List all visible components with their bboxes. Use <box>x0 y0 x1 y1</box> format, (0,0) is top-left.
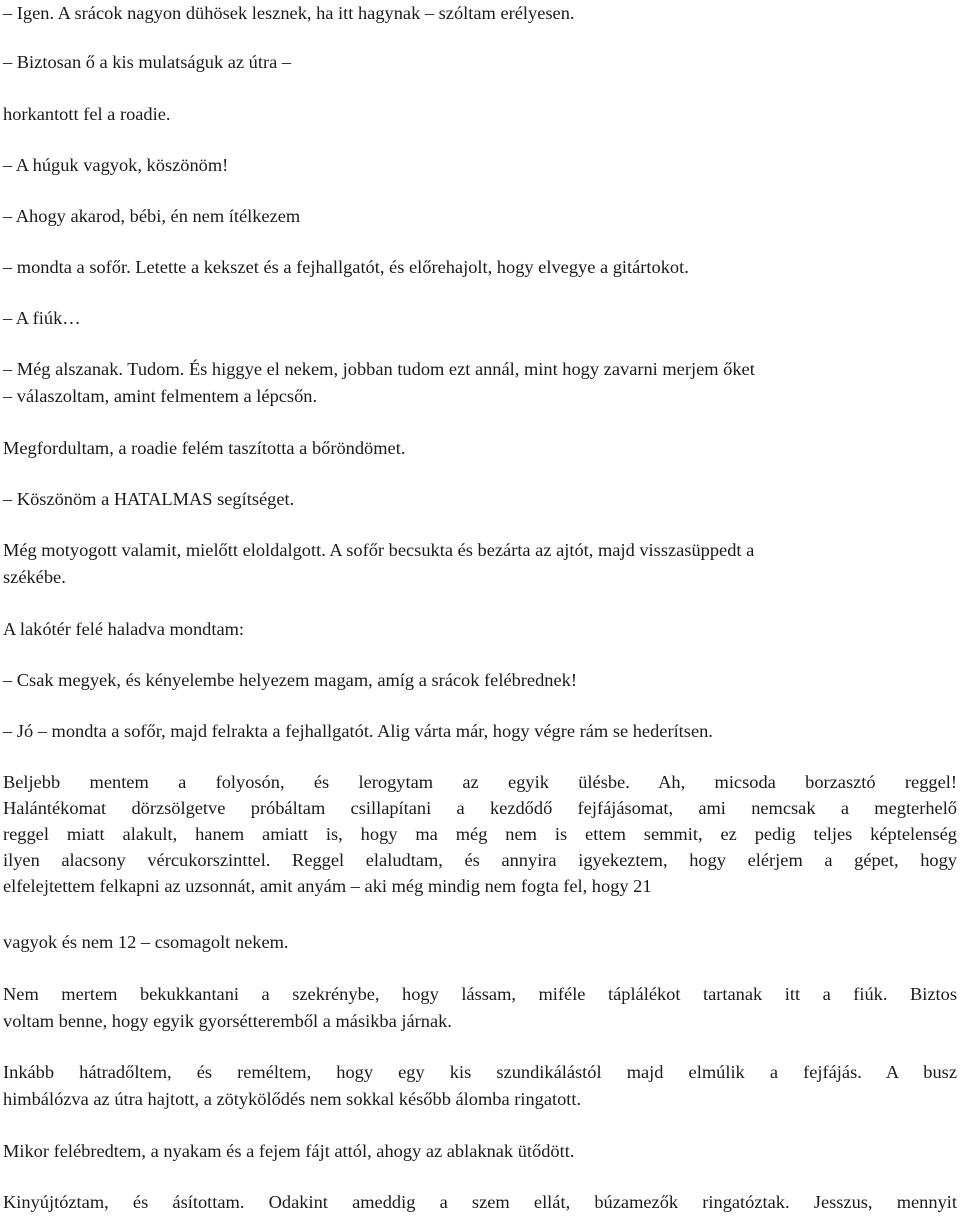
text-line: – Köszönöm a HATALMAS segítséget. <box>3 489 295 509</box>
text-line: Nem mertem bekukkantani a szekrénybe, hogy lássam, miféle táplálékot tartanak itt a fiúk. Biztos <box>3 984 957 1004</box>
text-line: Inkább hátradőltem, és reméltem, hogy egy kis szundikálástól majd elmúlik a fejfájás. A busz <box>3 1062 957 1082</box>
text-line: – Biztosan ő a kis mulatságuk az útra – <box>3 52 292 72</box>
text-line: A lakótér felé haladva mondtam: <box>3 619 245 639</box>
text-line: – Még alszanak. Tudom. És higgye el nekem, jobban tudom ezt annál, mint hogy zavarni merjem őket <box>3 359 755 379</box>
text-line: reggel miatt alakult, hanem amiatt is, hogy ma még nem is ettem semmit, ez pedig teljes képtelenség <box>3 824 957 844</box>
text-line: horkantott fel a roadie. <box>3 104 171 124</box>
text-line: – Ahogy akarod, bébi, én nem ítélkezem <box>3 206 301 226</box>
text-line: himbálózva az útra hajtott, a zötykölődés nem sokkal később álomba ringatott. <box>3 1089 582 1109</box>
text-line: ilyen alacsony vércukorszinttel. Reggel elaludtam, és annyira igyekeztem, hogy elérjem a gépet, hogy <box>3 850 957 870</box>
text-line: vagyok és nem 12 – csomagolt nekem. <box>3 932 289 952</box>
text-line: – Igen. A srácok nagyon dühösek lesznek, ha itt hagynak – szóltam erélyesen. <box>3 3 575 23</box>
text-line: Beljebb mentem a folyosón, és lerogytam az egyik ülésbe. Ah, micsoda borzasztó reggel! <box>3 772 957 792</box>
text-line: elfelejtettem felkapni az uzsonnát, amit anyám – aki még mindig nem fogta fel, hogy 21 <box>3 876 652 896</box>
text-line: Kinyújtóztam, és ásítottam. Odakint ameddig a szem ellát, búzamezők ringatóztak. Jesszus, mennyit <box>3 1192 957 1212</box>
text-line: – válaszoltam, amint felmentem a lépcsőn. <box>3 386 318 406</box>
text-line: Mikor felébredtem, a nyakam és a fejem fájt attól, ahogy az ablaknak ütődött. <box>3 1141 575 1161</box>
text-line: Halántékomat dörzsölgetve próbáltam csillapítani a kezdődő fejfájásomat, ami nemcsak a megterhelő <box>3 798 957 818</box>
text-line: – A fiúk… <box>3 308 81 328</box>
text-line: – A húguk vagyok, köszönöm! <box>3 155 229 175</box>
text-line: – mondta a sofőr. Letette a kekszet és a fejhallgatót, és előrehajolt, hogy elvegye a gitártokot. <box>3 257 689 277</box>
text-line: Még motyogott valamit, mielőtt eloldalgott. A sofőr becsukta és bezárta az ajtót, majd visszasüppedt a <box>3 540 755 560</box>
text-line: Megfordultam, a roadie felém taszította a bőröndömet. <box>3 438 406 458</box>
text-line: – Jó – mondta a sofőr, majd felrakta a fejhallgatót. Alig várta már, hogy végre rám se hederítsen. <box>3 721 713 741</box>
text-line: székébe. <box>3 567 66 587</box>
text-line: voltam benne, hogy egyik gyorsétteremből a másikba járnak. <box>3 1011 452 1031</box>
text-line: – Csak megyek, és kényelembe helyezem magam, amíg a srácok felébrednek! <box>3 670 577 690</box>
